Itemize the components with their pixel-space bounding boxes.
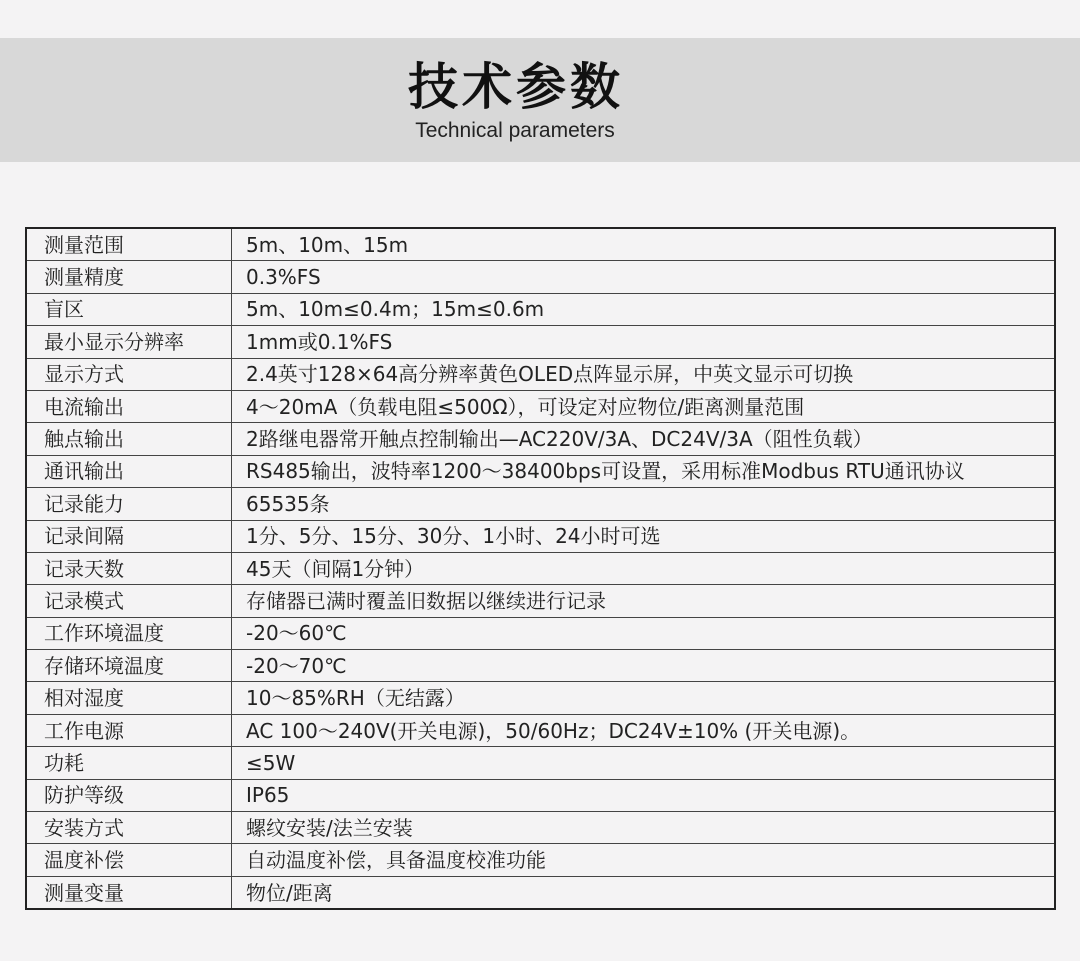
spec-value: 物位/距离 <box>232 876 1056 909</box>
spec-label: 温度补偿 <box>26 844 232 876</box>
spec-label: 记录能力 <box>26 488 232 520</box>
page-subtitle: Technical parameters <box>415 119 615 142</box>
spec-value: 4～20mA（负载电阻≤500Ω），可设定对应物位/距离测量范围 <box>232 390 1056 422</box>
spec-value: -20～60℃ <box>232 617 1056 649</box>
table-row <box>26 812 1055 844</box>
spec-value: 2.4英寸128×64高分辨率黄色OLED点阵显示屏，中英文显示可切换 <box>232 358 1056 390</box>
table-row <box>26 390 1055 422</box>
table-row <box>26 747 1055 779</box>
table-row <box>26 228 1055 261</box>
spec-label: 触点输出 <box>26 423 232 455</box>
spec-label: 盲区 <box>26 293 232 325</box>
spec-value: -20～70℃ <box>232 650 1056 682</box>
table-row <box>26 650 1055 682</box>
table-row <box>26 455 1055 487</box>
spec-value: 2路继电器常开触点控制输出—AC220V/3A、DC24V/3A（阻性负载） <box>232 423 1056 455</box>
table-row <box>26 520 1055 552</box>
spec-label: 工作电源 <box>26 714 232 746</box>
spec-label: 测量变量 <box>26 876 232 909</box>
page-title: 技术参数 <box>408 58 624 116</box>
spec-label: 电流输出 <box>26 390 232 422</box>
spec-value: RS485输出，波特率1200～38400bps可设置，采用标准Modbus RTU通讯协议 <box>232 455 1056 487</box>
table-row <box>26 552 1055 584</box>
spec-table <box>25 227 1056 910</box>
spec-label: 记录模式 <box>26 585 232 617</box>
table-row <box>26 682 1055 714</box>
spec-label: 存储环境温度 <box>26 650 232 682</box>
spec-label: 通讯输出 <box>26 455 232 487</box>
spec-value: 65535条 <box>232 488 1056 520</box>
spec-label: 防护等级 <box>26 779 232 811</box>
spec-label: 工作环境温度 <box>26 617 232 649</box>
table-row <box>26 714 1055 746</box>
table-row <box>26 293 1055 325</box>
spec-value: 存储器已满时覆盖旧数据以继续进行记录 <box>232 585 1056 617</box>
table-row <box>26 844 1055 876</box>
spec-value: 螺纹安装/法兰安装 <box>232 812 1056 844</box>
table-row <box>26 876 1055 909</box>
spec-value: 0.3%FS <box>232 261 1056 293</box>
spec-value: AC 100～240V(开关电源)，50/60Hz；DC24V±10% (开关电源)。 <box>232 714 1056 746</box>
spec-label: 最小显示分辨率 <box>26 326 232 358</box>
table-row <box>26 617 1055 649</box>
spec-label: 记录天数 <box>26 552 232 584</box>
spec-label: 测量精度 <box>26 261 232 293</box>
spec-value: 1mm或0.1%FS <box>232 326 1056 358</box>
spec-value: 自动温度补偿，具备温度校准功能 <box>232 844 1056 876</box>
table-row <box>26 779 1055 811</box>
table-row <box>26 585 1055 617</box>
spec-label: 显示方式 <box>26 358 232 390</box>
spec-label: 功耗 <box>26 747 232 779</box>
spec-value: ≤5W <box>232 747 1056 779</box>
spec-value: 45天（间隔1分钟） <box>232 552 1056 584</box>
spec-value: 1分、5分、15分、30分、1小时、24小时可选 <box>232 520 1056 552</box>
spec-value: 5m、10m、15m <box>232 228 1056 261</box>
table-row <box>26 261 1055 293</box>
table-row <box>26 488 1055 520</box>
spec-value: 5m、10m≤0.4m；15m≤0.6m <box>232 293 1056 325</box>
spec-table-body <box>26 228 1055 909</box>
spec-label: 相对湿度 <box>26 682 232 714</box>
spec-label: 安装方式 <box>26 812 232 844</box>
spec-label: 记录间隔 <box>26 520 232 552</box>
spec-value: IP65 <box>232 779 1056 811</box>
spec-label: 测量范围 <box>26 228 232 261</box>
table-row <box>26 326 1055 358</box>
table-row <box>26 358 1055 390</box>
table-row <box>26 423 1055 455</box>
spec-value: 10～85%RH（无结露） <box>232 682 1056 714</box>
